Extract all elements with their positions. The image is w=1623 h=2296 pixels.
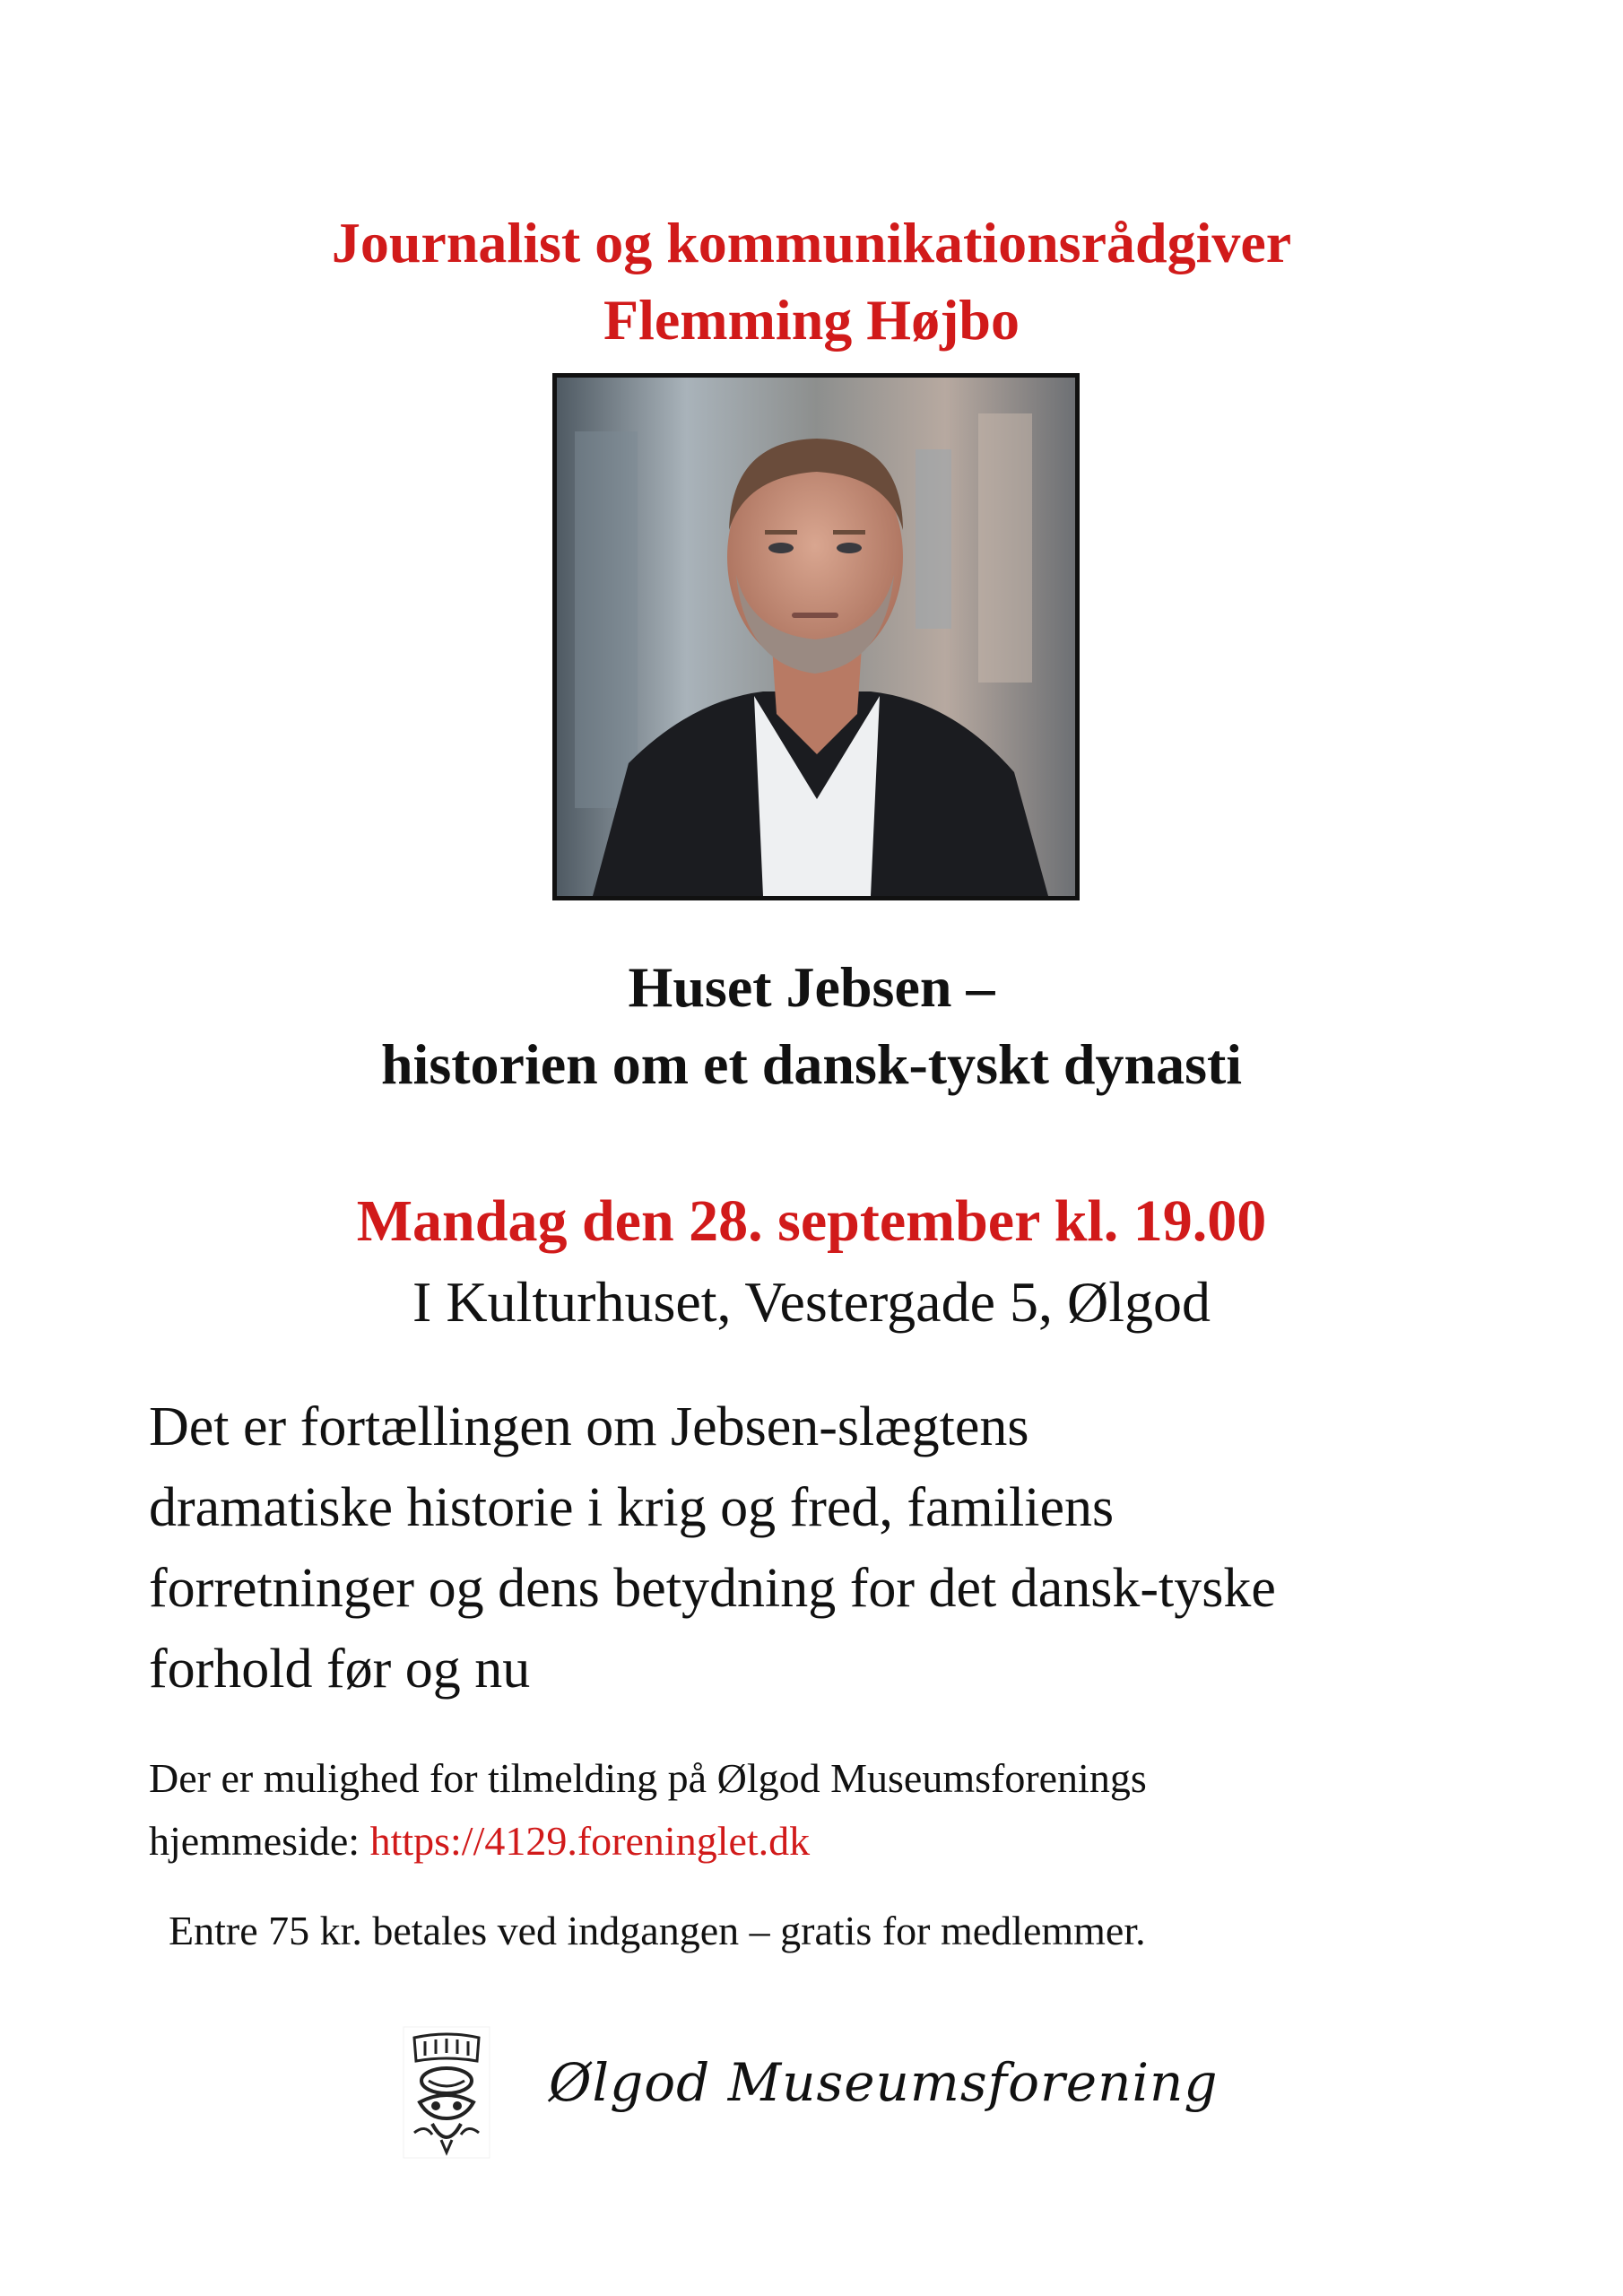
- registration-link[interactable]: https://4129.foreninglet.dk: [369, 1818, 811, 1864]
- speaker-portrait-illustration: [557, 378, 1075, 896]
- talk-title-line1: Huset Jebsen –: [628, 955, 995, 1019]
- speaker-role: Journalist og kommunikationsrådgiver: [331, 211, 1292, 274]
- museum-logo-icon: [402, 2025, 491, 2160]
- talk-title-line2: historien om et dansk-tyskt dynasti: [380, 1032, 1243, 1096]
- description-line: dramatiske historie i krig og fred, familiens: [149, 1477, 1115, 1538]
- registration-text-line2: [149, 1810, 810, 1873]
- description-line: Det er fortællingen om Jebsen-slægtens: [149, 1396, 1029, 1457]
- entry-fee-text: Entre 75 kr. betales ved indgangen – gratis for medlemmer.: [169, 1908, 1146, 1953]
- registration-prefix: hjemmeside:: [149, 1818, 370, 1864]
- museum-logo: [402, 2025, 491, 2160]
- speaker-name: Flemming Højbo: [603, 288, 1020, 352]
- speaker-photo: [552, 373, 1080, 900]
- registration-text: Der er mulighed for tilmelding på Ølgod Museumsforenings: [149, 1755, 1147, 1801]
- event-location: I Kulturhuset, Vestergade 5, Ølgod: [412, 1270, 1211, 1334]
- description-line: forretninger og dens betydning for det dansk-tyske: [149, 1558, 1276, 1619]
- description-line: forhold før og nu: [149, 1639, 531, 1700]
- event-date: Mandag den 28. september kl. 19.00: [356, 1188, 1267, 1254]
- organization-name: Ølgod Museumsforening: [549, 2052, 1219, 2113]
